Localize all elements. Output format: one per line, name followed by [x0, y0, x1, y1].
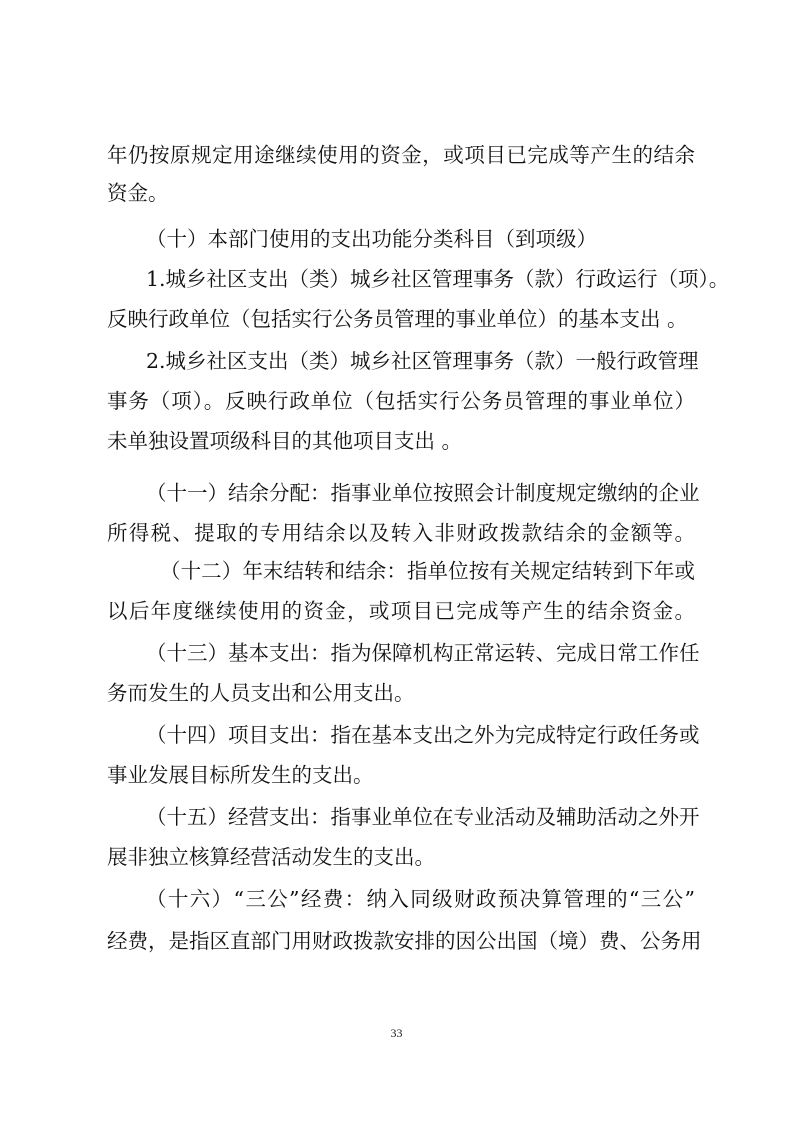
- section-12-line-1: （十二）年末结转和结余：指单位按有关规定结转到下年或: [160, 559, 695, 583]
- section-11-line-1: （十一）结余分配：指事业单位按照会计制度规定缴纳的企业: [146, 481, 700, 505]
- section-15-line-1: （十五）经营支出：指事业单位在专业活动及辅助活动之外开: [146, 805, 700, 829]
- text-line-4: 1.城乡社区支出（类）城乡社区管理事务（款）行政运行（项）。: [146, 267, 730, 291]
- page-number: 33: [390, 1026, 403, 1040]
- text-line-2: 资金。: [107, 181, 169, 205]
- section-15-line-2: 展非独立核算经营活动发生的支出。: [107, 845, 435, 869]
- text-line-1: 年仍按原规定用途继续使用的资金，或项目已完成等产生的结余: [107, 143, 695, 167]
- section-heading-10: （十）本部门使用的支出功能分类科目（到项级）: [146, 227, 597, 251]
- text-line-7: 事务（项）。反映行政单位（包括实行公务员管理的事业单位）: [107, 389, 695, 413]
- section-14-line-1: （十四）项目支出：指在基本支出之外为完成特定行政任务或: [146, 723, 700, 747]
- text-line-6: 2.城乡社区支出（类）城乡社区管理事务（款）一般行政管理: [146, 349, 699, 373]
- section-14-line-2: 事业发展目标所发生的支出。: [107, 763, 374, 787]
- section-16-line-2: 经费，是指区直部门用财政拨款安排的因公出国（境）费、公务用: [107, 929, 702, 953]
- section-13-line-1: （十三）基本支出：指为保障机构正常运转、完成日常工作任: [146, 641, 700, 665]
- text-line-8: 未单独设置项级科目的其他项目支出 。: [107, 429, 463, 453]
- section-16-line-1: （十六）“三公”经费：纳入同级财政预决算管理的“三公”: [146, 887, 695, 911]
- section-12-line-2: 以后年度继续使用的资金，或项目已完成等产生的结余资金。: [107, 599, 695, 623]
- section-11-line-2: 所得税、提取的专用结余以及转入非财政拨款结余的金额等。: [107, 521, 695, 545]
- section-13-line-2: 务而发生的人员支出和公用支出。: [107, 681, 415, 705]
- text-line-5: 反映行政单位（包括实行公务员管理的事业单位）的基本支出 。: [107, 307, 688, 331]
